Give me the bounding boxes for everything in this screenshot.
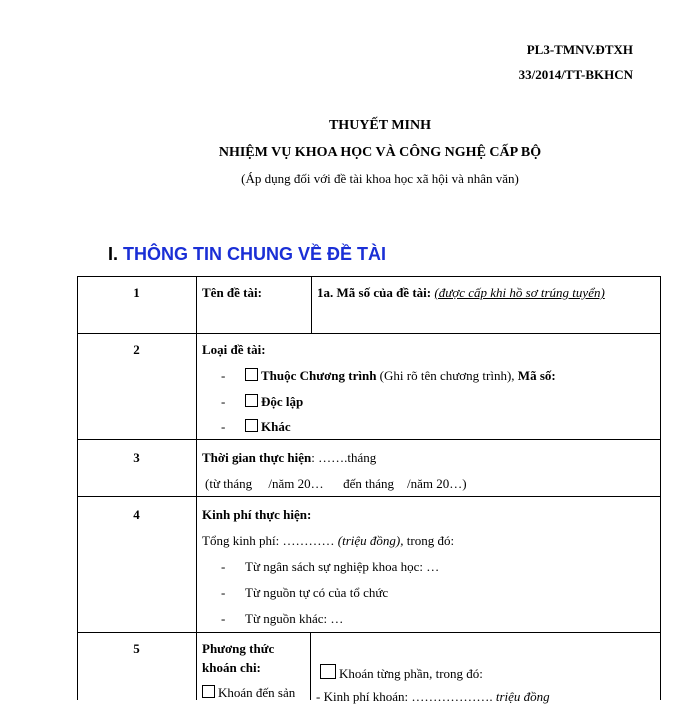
table-border-top bbox=[77, 276, 660, 277]
full-allocation-checkbox[interactable] bbox=[202, 685, 215, 698]
budget-item bbox=[221, 585, 388, 601]
row-number: 1 bbox=[133, 285, 140, 300]
table-border-right bbox=[660, 276, 661, 700]
budget-label: Kinh phí thực hiện: bbox=[202, 507, 312, 522]
bullet-dash: - bbox=[221, 585, 226, 600]
bullet-dash: - bbox=[221, 394, 226, 409]
program-option-note: (Ghi rõ tên chương trình), bbox=[379, 368, 515, 383]
partial-item-prefix: - Kinh phí khoán: ………………. bbox=[316, 689, 493, 704]
allocation-partial-item bbox=[316, 689, 550, 705]
topic-name-label: Tên đề tài: bbox=[202, 285, 262, 300]
row-number: 4 bbox=[133, 507, 140, 522]
section-heading bbox=[108, 244, 386, 265]
duration-value: : …….tháng bbox=[311, 450, 377, 465]
topic-code-field bbox=[317, 285, 605, 301]
row-number: 3 bbox=[133, 450, 140, 465]
topic-code-note: (được cấp khi hồ sơ trúng tuyển) bbox=[434, 285, 605, 300]
budget-item bbox=[221, 559, 439, 575]
doc-subtitle: NHIỆM VỤ KHOA HỌC VÀ CÔNG NGHỆ CẤP BỘ bbox=[218, 145, 542, 160]
table-cell-divider bbox=[310, 632, 311, 700]
bullet-dash: - bbox=[221, 419, 226, 434]
budget-total bbox=[202, 533, 454, 549]
circular-code: 33/2014/TT-BKHCN bbox=[518, 67, 633, 82]
duration-label: Thời gian thực hiện bbox=[202, 450, 312, 465]
independent-checkbox[interactable] bbox=[245, 394, 258, 407]
table-row-divider bbox=[77, 333, 660, 334]
partial-allocation-label: Khoán từng phần, trong đó: bbox=[339, 666, 483, 681]
table-column-divider bbox=[196, 276, 197, 700]
allocation-option-partial[interactable] bbox=[320, 664, 483, 682]
allocation-label-line1: Phương thức bbox=[202, 641, 275, 656]
form-code: PL3-TMNV.ĐTXH bbox=[526, 42, 633, 57]
program-checkbox[interactable] bbox=[245, 368, 258, 381]
partial-item-unit: triệu đồng bbox=[495, 689, 550, 704]
duration-range: (từ tháng /năm 20… đến tháng /năm 20…) bbox=[205, 476, 467, 491]
budget-total-prefix: Tổng kinh phí: ………… bbox=[202, 533, 335, 548]
row-number: 2 bbox=[133, 342, 140, 357]
program-code-label: Mã số: bbox=[517, 368, 556, 383]
topic-type-option-other[interactable] bbox=[221, 419, 291, 435]
budget-total-suffix: trong đó: bbox=[403, 533, 455, 548]
budget-total-unit: (triệu đồng), bbox=[337, 533, 404, 548]
topic-type-label: Loại đề tài: bbox=[202, 342, 266, 357]
budget-item-science-fund: Từ ngân sách sự nghiệp khoa học: … bbox=[245, 559, 440, 574]
table-cell-divider bbox=[311, 276, 312, 333]
budget-item-other-fund: Từ nguồn khác: … bbox=[245, 611, 344, 626]
other-option-label: Khác bbox=[261, 419, 291, 434]
bullet-dash: - bbox=[221, 611, 226, 626]
budget-item bbox=[221, 611, 343, 627]
table-row-divider bbox=[77, 632, 660, 633]
independent-option-label: Độc lập bbox=[261, 394, 304, 409]
section-title: THÔNG TIN CHUNG VỀ ĐỀ TÀI bbox=[123, 244, 387, 264]
table-row-divider bbox=[77, 496, 660, 497]
topic-code-label: 1a. Mã số của đề tài: bbox=[317, 285, 432, 300]
program-option-label: Thuộc Chương trình bbox=[261, 368, 377, 383]
bullet-dash: - bbox=[221, 368, 226, 383]
row-number: 5 bbox=[133, 641, 140, 656]
budget-item-own-fund: Từ nguồn tự có của tổ chức bbox=[245, 585, 389, 600]
full-allocation-label: Khoán đến sản bbox=[218, 685, 296, 700]
doc-scope-note: (Áp dụng đối với đề tài khoa học xã hội và nhân văn) bbox=[241, 171, 519, 186]
topic-type-option-independent[interactable] bbox=[221, 394, 303, 410]
other-checkbox[interactable] bbox=[245, 419, 258, 432]
topic-type-option-program[interactable] bbox=[221, 368, 556, 384]
table-row-divider bbox=[77, 439, 660, 440]
doc-title: THUYẾT MINH bbox=[328, 118, 432, 133]
allocation-label-line2: khoán chi: bbox=[202, 660, 261, 675]
section-number: I. bbox=[108, 244, 119, 264]
partial-allocation-checkbox[interactable] bbox=[320, 664, 336, 679]
table-border-left bbox=[77, 276, 78, 700]
bullet-dash: - bbox=[221, 559, 226, 574]
allocation-option-full[interactable] bbox=[202, 685, 295, 701]
duration-field bbox=[202, 450, 376, 466]
